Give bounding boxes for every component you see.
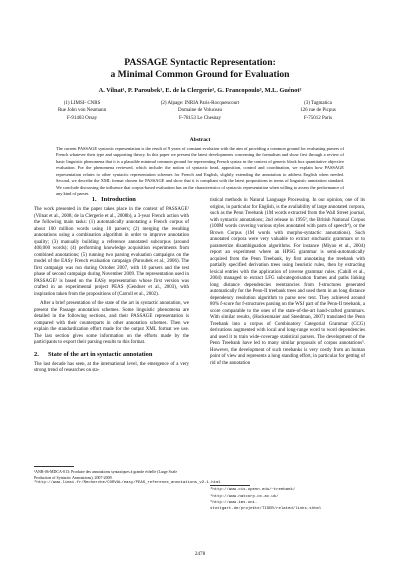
left-column (34, 196, 189, 378)
affiliation-1 (28, 100, 136, 122)
section-1-paragraph-1: The work presented in the paper takes place in the context of PASSAGE¹ (Vilnat et al., 2008; de la Clergerie et al., 2008b), a 3-year French action with the following main tasks: (1) automatically annotating a French corpus of about 100 million words using 10 parsers; (2) merging the resulting annotations using a combination algorithm in order to improve annotation quality; (3) manually building a reference annotated subcorpus (around 400,000 words); (4) performing knowledge acquisition experiments from combined annotations; (5) running two parsing evaluation campaigns on the model of the EASy French evaluation campaign (Paroubek et al., 2006). The first campaign was run during October 2007, with 10 parsers and the test phase of second campaign during November 2009. The representation used in PASSAGE² is based on the EASy representation whose first version was crafted in an experimental project PEAS (Gendner et al., 2003), with inspiration taken from the propositions of (Carroll et al., 2002). (34, 207, 189, 297)
footnote-1: ¹ANR-06-MDCA-013: Produire des annotations syntaxiques à grande échelle (Large Scale Production of Syntactic Annotations), 2007-2009. (34, 469, 178, 480)
section-2-title: State of the art in syntactic annotation (48, 350, 153, 358)
affiliation-line: Domaine de Voluceau (178, 108, 222, 114)
affiliations (28, 100, 372, 122)
footnotes-left (34, 466, 221, 488)
footnotes-right (210, 485, 365, 513)
abstract-text: The current PASSAGE syntactic representation is the result of 9 years of constant evolution with the aim of providing a common ground for evaluating parsers of French whatever their type and supporting theory. In this paper we present the latest developments concerning the formalism and show first through a review of basic linguistic phenomena that it is a plausible minimal common ground for representing French syntax in the context of generic black box quantitative objective evaluation. For the phenomena reviewed, which include: the notion of syntactic head, apposition, control and coordination, we explain how PASSAGE representation relates to other syntactic representation schemes for French and English, slightly extending the annotation to address English when needed. Second, we describe the XML format chosen for PASSAGE and show that it is compliant with the latest propositions in terms of linguistic annotation standard. We conclude discussing the influence that corpus-based evaluation has on the characteristics of syntactic representation when willing to assess the performance of any kind of parser. (56, 146, 344, 197)
affiliation-2 (136, 100, 264, 122)
section-2-paragraph-1: The last decade has seen, at the international level, the emergence of a very strong trend of researches on sta- (34, 361, 189, 373)
affiliation-line: Rue John von Neumann (57, 108, 107, 114)
author-list: A. Vilnat¹, P. Paroubek¹, E. de la Clergerie², G. Francopoulo³, M.L. Guénot² (98, 87, 302, 94)
paper-title-line2: a Minimal Common Ground for Evaluation (110, 69, 290, 80)
affiliation-line: (2) Alpage: INRIA Paris-Rocquencourt (160, 101, 240, 106)
section-1-number: 1. (91, 196, 97, 203)
section-2-heading (34, 351, 189, 359)
affiliation-line: F-75012 Paris (303, 115, 333, 121)
right-column (210, 198, 365, 370)
affiliation-line: F-91403 Orsay (66, 115, 98, 121)
footnote-4[interactable]: ⁴http://www.natcorp.ox.ac.uk/ (210, 494, 279, 499)
affiliation-3 (264, 100, 372, 122)
footnote-3[interactable]: ³http://www.cis.upenn.edu/~treebank/ (210, 488, 296, 492)
footnote-rule (210, 485, 250, 486)
footnote-2[interactable]: ²http://www.limsi.fr/Recherche/CORVAL/easy/PEAS_reference_annotations_v2.1.html (34, 481, 221, 486)
affiliation-line: (1) LIMSI- CNRS (63, 101, 101, 106)
footnote-rule (34, 466, 74, 467)
affiliation-line: 126 rue de Picpus (300, 108, 336, 114)
affiliation-line: (3) Tagmatica (304, 101, 332, 106)
section-2-paragraph-continued: tistical methods in Natural Language Processing. In our opinion, one of its origins, in particular for English, is the availability of large annotated corpora, such as the Penn Treebank (1M words extracted from the Wall Street journal, with syntactic annotations; 2nd release in 1995³, the British National Corpus (100M words covering various styles annotated with parts of speech⁴), or the Brown Corpus (1M words with morpho-syntactic annotations). Such annotated corpora were very valuable to extract stochastic grammars or to parametrize disambiguation algorithms. For instance (Miyao et al., 2004) report an experiment where an HPSG grammar is semi-automatically acquired from the Penn Treebank, by first annotating the treebank with partially specified derivation trees using heuristic rules, then by extracting lexical entries with the application of inverse grammar rules. (Cahill et al., 2004) managed to extract LFG subcategorisation frames and paths linking long distance dependencies reentrancies from f-structures generated automatically for the Penn-II treebank trees and used them in an long distance dependency resolution algorithm to parse new text. They achieved around 80% f-score for f-structures parsing on the WSJ part of the Penn-II treebank, a score comparable to the ones of the state-of-the-art hand-crafted grammars. With similar results, (Hockenmaier and Steedman, 2007) translated the Penn Treebank into a corpus of Combinatory Categorial Grammar (CCG) derivations augmented with local and long-range word to word dependencies and used it to train wide-coverage statistical parsers. The development of the Penn Treebank have led to many similar proposals of corpus annotations⁵. However, the development of such treebanks is very costly from an human point of view and represents a long standing effort, in particular for getting of rid of the annotation (210, 198, 365, 366)
section-1-paragraph-2: After a brief presentation of the state of the art in syntactic annotation, we present the Passage annotation schemes. Some linguistic phenomena are detailed in the following sections, and their PASSAGE representation is compared with their counterparts in other annotation schemes. Then we explain the standardization effort made for the output XML format we use. The last section gives some information on the efforts made by the participants to export their parsing results to this format. (34, 301, 189, 345)
footnote-5[interactable]: ⁵http://www.ims.uni-stuttgart.de/projekte/TIGER/related/links.shtml (210, 501, 322, 511)
section-2-number: 2. (34, 350, 39, 358)
paper-title-line1: PASSAGE Syntactic Representation: (124, 57, 276, 68)
section-1-title: Introduction (101, 196, 136, 203)
affiliation-line: F-78153 Le Chesnay (179, 115, 221, 121)
page-number: 2478 (194, 551, 206, 557)
section-1-heading (34, 196, 189, 204)
abstract-heading: Abstract (189, 137, 211, 143)
